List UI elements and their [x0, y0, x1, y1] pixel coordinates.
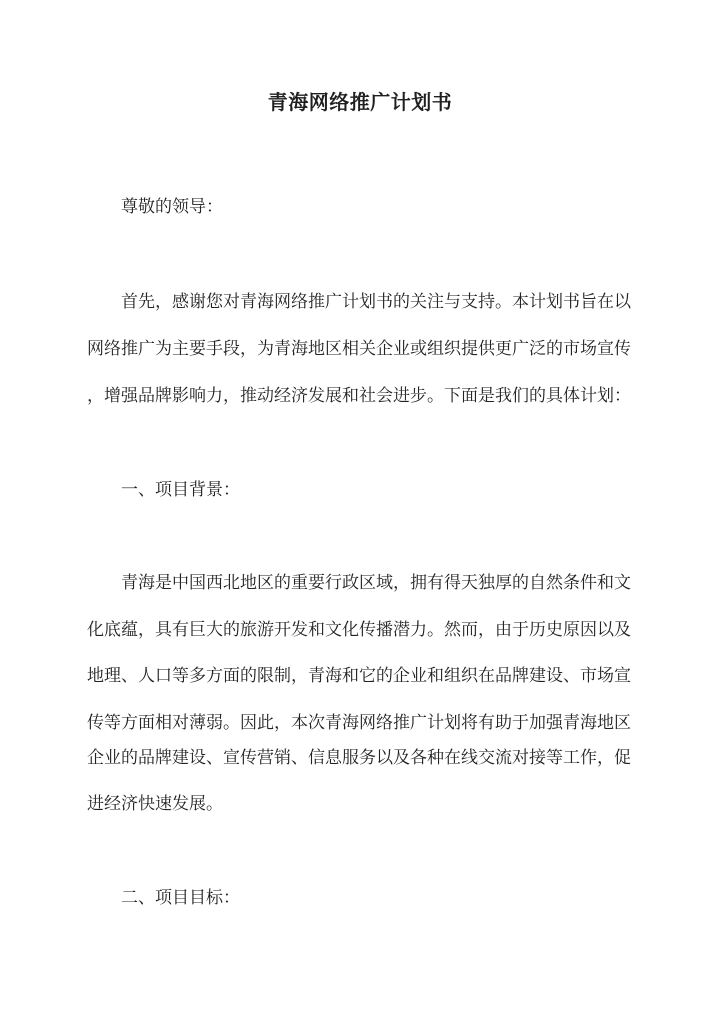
intro-line-1: 首先，感谢您对青海网络推广计划书的关注与支持。本计划书旨在以 [121, 292, 631, 312]
section-1-heading: 一、项目背景： [121, 480, 240, 500]
section-1-line-5: 企业的品牌建设、宣传营销、信息服务以及各种在线交流对接等工作，促 [87, 748, 631, 768]
section-1-line-2: 化底蕴，具有巨大的旅游开发和文化传播潜力。然而，由于历史原因以及 [87, 620, 631, 640]
salutation: 尊敬的领导： [121, 197, 223, 217]
section-1-line-3: 地理、人口等多方面的限制，青海和它的企业和组织在品牌建设、市场宣 [87, 666, 631, 686]
intro-line-2: 网络推广为主要手段，为青海地区相关企业或组织提供更广泛的市场宣传 [87, 339, 631, 359]
intro-line-3: ，增强品牌影响力，推动经济发展和社会进步。下面是我们的具体计划： [87, 386, 631, 406]
section-1-line-6: 进经济快速发展。 [87, 794, 223, 814]
section-2-heading: 二、项目目标： [121, 888, 240, 908]
section-1-line-4: 传等方面相对薄弱。因此，本次青海网络推广计划将有助于加强青海地区 [87, 713, 631, 733]
document-title: 青海网络推广计划书 [267, 90, 453, 114]
section-1-line-1: 青海是中国西北地区的重要行政区域，拥有得天独厚的自然条件和文 [121, 573, 631, 593]
